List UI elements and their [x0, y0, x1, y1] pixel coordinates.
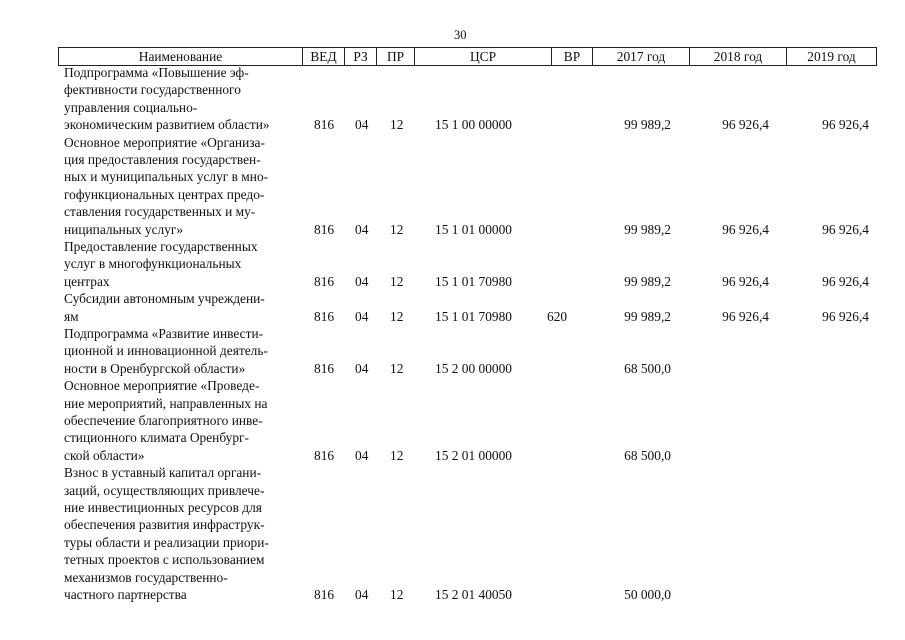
row-name-line: ниципальных услуг»: [64, 221, 184, 237]
table-row: [0, 238, 905, 290]
table-row: [0, 325, 905, 377]
table-row: [0, 464, 905, 603]
cell-pr: 12: [390, 447, 404, 463]
row-name: [64, 64, 300, 134]
header-2017: 2017 год: [593, 48, 690, 66]
row-name-line: ционной и инновационной деятель-: [64, 343, 268, 359]
row-name-line: ция предоставления государствен-: [64, 152, 261, 167]
row-name-line: туры области и реализации приори-: [64, 534, 269, 550]
cell-pr: 12: [390, 221, 404, 237]
cell-rz: 04: [355, 586, 369, 602]
row-name-line: ние инвестиционных ресурсов для: [64, 500, 262, 515]
cell-csr: 15 2 00 00000: [435, 360, 512, 376]
table-row: [0, 377, 905, 464]
header-name: Наименование: [59, 48, 303, 66]
cell-ved: 816: [314, 360, 335, 376]
cell-pr: 12: [390, 586, 404, 602]
cell-2018: 96 926,4: [722, 117, 769, 133]
row-name: [64, 464, 300, 603]
table-row: [0, 290, 905, 325]
cell-rz: 04: [355, 221, 369, 237]
row-name-line: тетных проектов с использованием: [64, 552, 265, 568]
row-name: [64, 325, 300, 377]
cell-csr: 15 2 01 00000: [435, 447, 512, 463]
row-name-line: управления социально-: [64, 99, 198, 115]
row-name-line: экономическим развитием области»: [64, 117, 270, 133]
cell-pr: 12: [390, 360, 404, 376]
row-name-line: частного партнерства: [64, 587, 187, 603]
cell-2018: 96 926,4: [722, 221, 769, 237]
cell-2017: 68 500,0: [624, 360, 671, 376]
cell-ved: 816: [314, 221, 335, 237]
cell-ved: 816: [314, 447, 335, 463]
cell-2018: 96 926,4: [722, 308, 769, 324]
row-name-line: ных и муниципальных услуг в мно-: [64, 169, 269, 185]
row-name-line: Основное мероприятие «Организа-: [64, 134, 265, 150]
row-name: [64, 290, 300, 325]
row-name-line: Взнос в уставный капитал органи-: [64, 465, 262, 481]
cell-2019: 96 926,4: [822, 117, 869, 133]
cell-2019: 96 926,4: [822, 308, 869, 324]
cell-2017: 99 989,2: [624, 308, 671, 324]
table-row: [0, 64, 905, 134]
row-name-line: центрах: [64, 273, 110, 289]
row-name-line: Основное мероприятие «Проведе-: [64, 378, 260, 394]
header-2019: 2019 год: [787, 48, 877, 66]
cell-ved: 816: [314, 273, 335, 289]
cell-2018: 96 926,4: [722, 273, 769, 289]
header-vr: ВР: [552, 48, 593, 66]
cell-csr: 15 1 00 00000: [435, 117, 512, 133]
row-name-line: заций, осуществляющих привлече-: [64, 482, 265, 498]
cell-ved: 816: [314, 586, 335, 602]
row-name-line: гофункциональных центрах предо-: [64, 186, 265, 202]
cell-2017: 99 989,2: [624, 117, 671, 133]
cell-2017: 99 989,2: [624, 221, 671, 237]
row-name-line: стиционного климата Оренбург-: [64, 430, 249, 446]
row-name-line: Предоставление государственных: [64, 239, 258, 254]
table-row: [0, 134, 905, 238]
cell-2017: 50 000,0: [624, 586, 671, 602]
cell-rz: 04: [355, 117, 369, 133]
header-csr: ЦСР: [415, 48, 552, 66]
cell-rz: 04: [355, 308, 369, 324]
row-name-line: обеспечение благоприятного инве-: [64, 413, 263, 428]
cell-pr: 12: [390, 308, 404, 324]
cell-pr: 12: [390, 117, 404, 133]
row-name: [64, 238, 300, 290]
row-name-line: ности в Оренбургской области»: [64, 360, 246, 376]
row-name-line: ние мероприятий, направленных на: [64, 395, 268, 411]
cell-csr: 15 2 01 40050: [435, 586, 512, 602]
cell-rz: 04: [355, 273, 369, 289]
row-name-line: обеспечения развития инфраструк-: [64, 517, 265, 533]
row-name: [64, 377, 300, 464]
row-name-line: фективности государственного: [64, 82, 241, 98]
row-name-line: ской области»: [64, 447, 145, 463]
cell-2017: 99 989,2: [624, 273, 671, 289]
header-rz: РЗ: [345, 48, 377, 66]
cell-csr: 15 1 01 70980: [435, 308, 512, 324]
cell-csr: 15 1 01 00000: [435, 221, 512, 237]
row-name-line: Подпрограмма «Развитие инвести-: [64, 326, 264, 341]
cell-rz: 04: [355, 447, 369, 463]
header-ved: ВЕД: [303, 48, 345, 66]
cell-csr: 15 1 01 70980: [435, 273, 512, 289]
cell-2019: 96 926,4: [822, 221, 869, 237]
cell-ved: 816: [314, 117, 335, 133]
cell-2019: 96 926,4: [822, 273, 869, 289]
row-name-line: ставления государственных и му-: [64, 204, 256, 220]
cell-rz: 04: [355, 360, 369, 376]
row-name-line: услуг в многофункциональных: [64, 256, 242, 272]
cell-pr: 12: [390, 273, 404, 289]
row-name-line: Подпрограмма «Повышение эф-: [64, 65, 249, 80]
cell-ved: 816: [314, 308, 335, 324]
header-pr: ПР: [377, 48, 415, 66]
row-name-line: Субсидии автономным учреждени-: [64, 291, 265, 307]
cell-2017: 68 500,0: [624, 447, 671, 463]
header-2018: 2018 год: [690, 48, 787, 66]
row-name-line: механизмов государственно-: [64, 569, 228, 585]
row-name: [64, 134, 300, 238]
page-number: 30: [454, 28, 467, 42]
row-name-line: ям: [64, 308, 79, 324]
cell-vr: 620: [547, 308, 568, 324]
